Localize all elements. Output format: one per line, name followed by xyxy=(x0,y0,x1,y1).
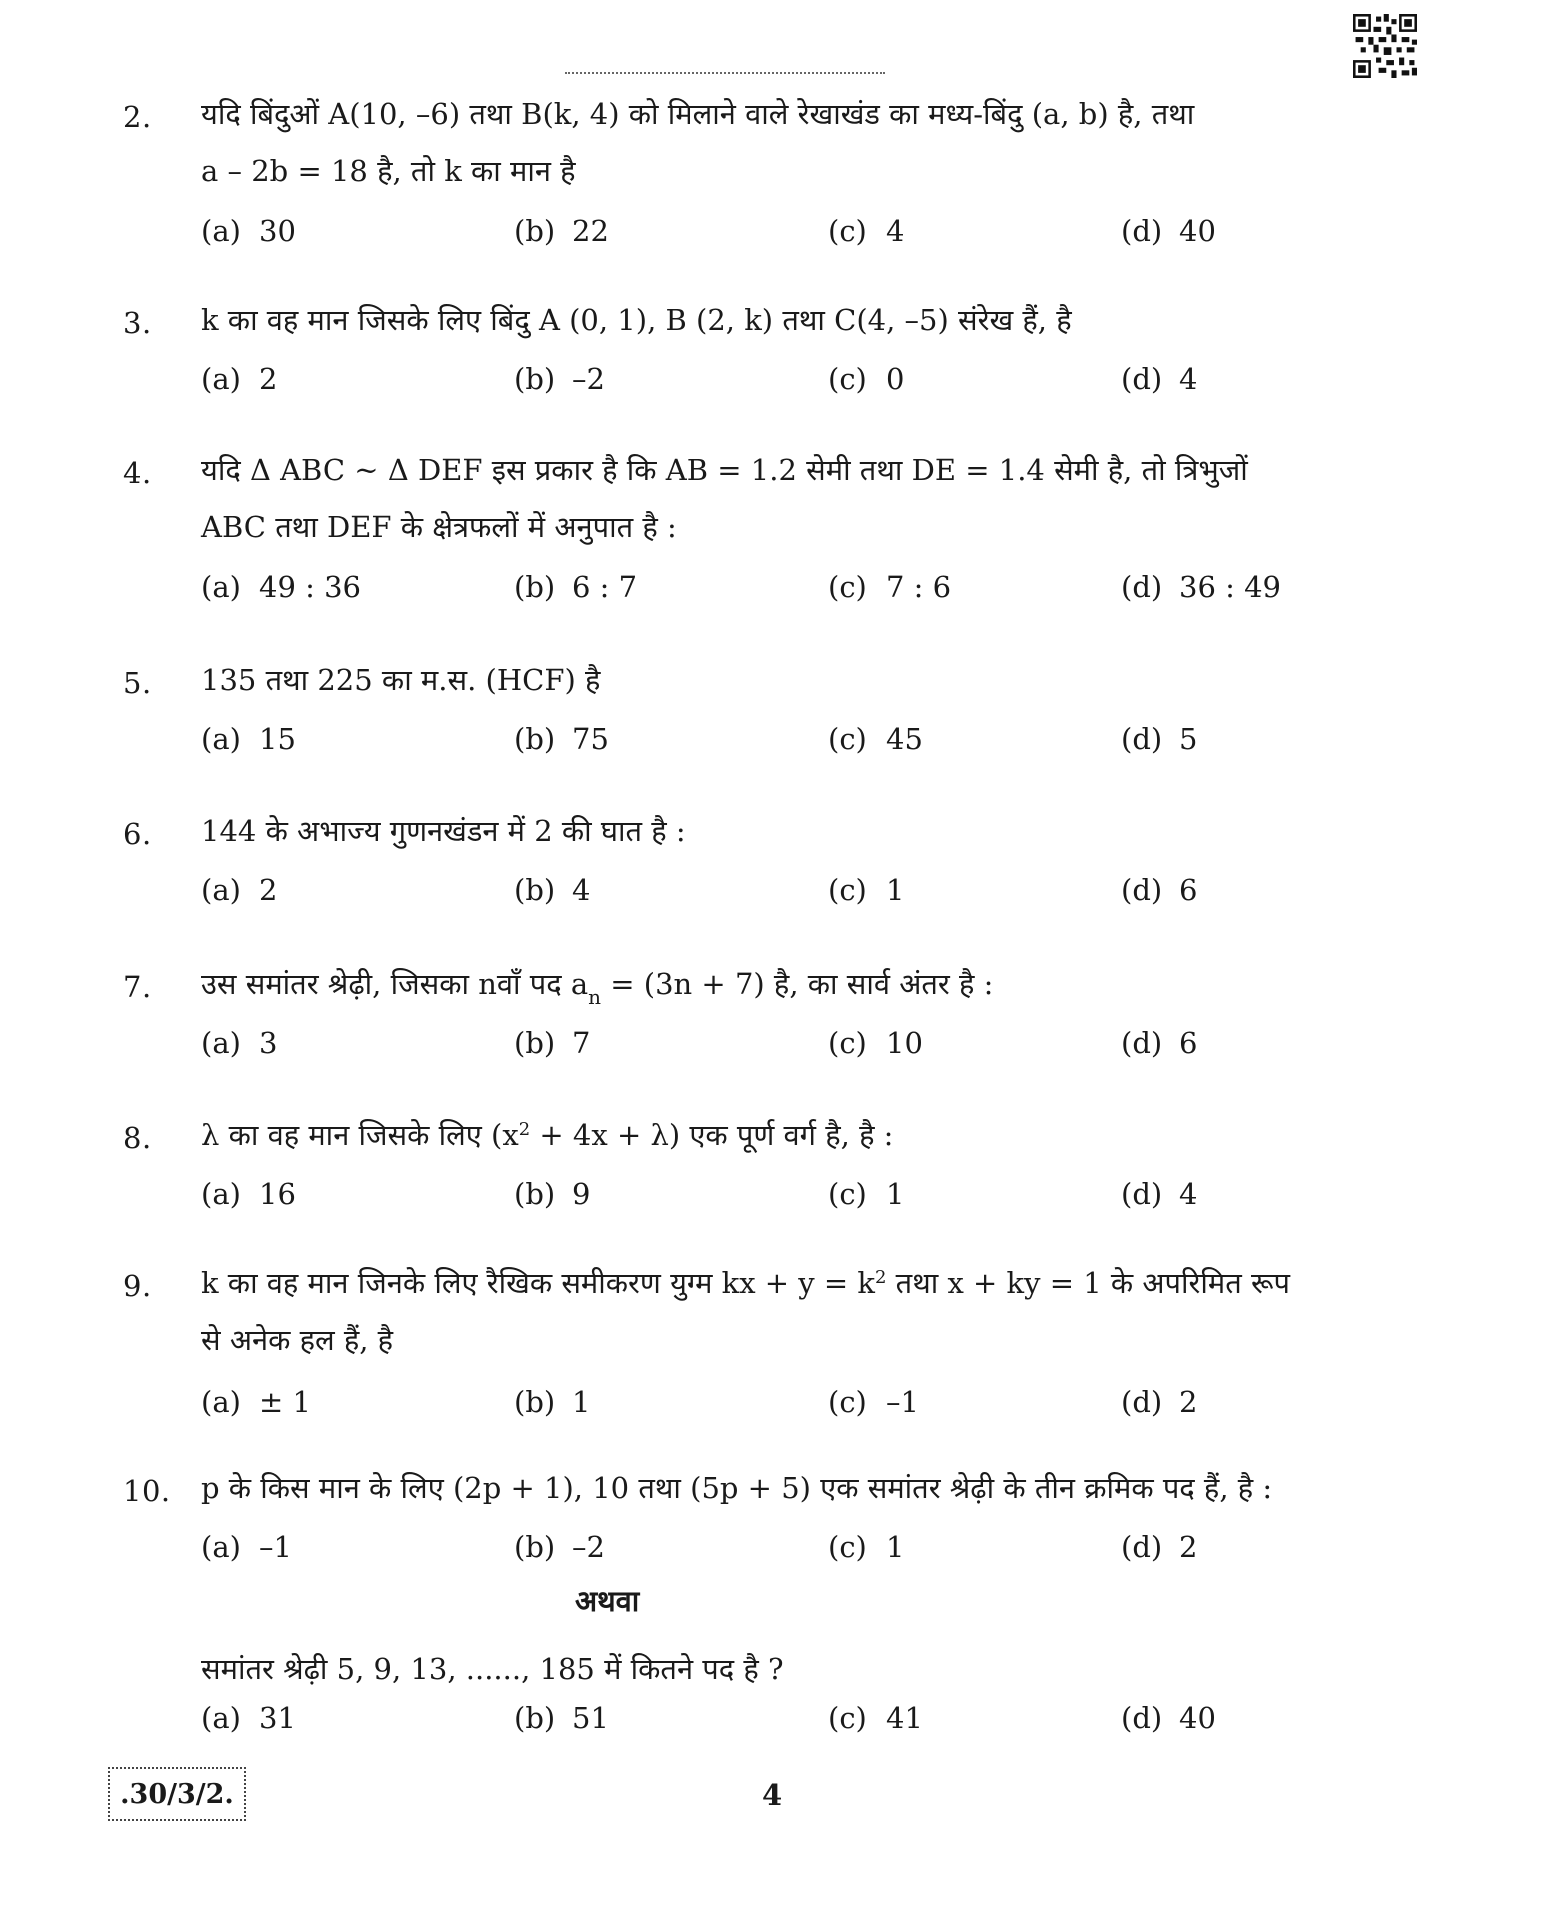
option-b: (b) 6 : 7 xyxy=(514,570,638,604)
options-row xyxy=(201,1701,1351,1741)
question-text xyxy=(201,442,1351,556)
option-b: (b) –2 xyxy=(514,1530,605,1564)
option-a: (a) 2 xyxy=(201,362,278,396)
option-b: (b) 9 xyxy=(514,1177,591,1211)
options-row xyxy=(201,1385,1351,1425)
option-a: (a) 2 xyxy=(201,873,278,907)
question-text xyxy=(201,1255,1351,1369)
question-number: 2. xyxy=(123,100,152,134)
option-d: (d) 4 xyxy=(1121,362,1198,396)
option-d: (d) 4 xyxy=(1121,1177,1198,1211)
question-text xyxy=(201,652,1351,709)
question-text-line: k का वह मान जिसके लिए बिंदु A (0, 1), B (2, k) तथा C(4, –5) संरेख हैं, है xyxy=(201,303,1072,337)
option-b: (b) –2 xyxy=(514,362,605,396)
question-text-line: समांतर श्रेढ़ी 5, 9, 13, ......, 185 में कितने पद है ? xyxy=(201,1652,784,1686)
question-text-line: 144 के अभाज्य गुणनखंडन में 2 की घात है : xyxy=(201,814,686,848)
question-number: 4. xyxy=(123,456,152,490)
question-text xyxy=(201,1107,1351,1164)
options-row xyxy=(201,362,1351,402)
option-b: (b) 1 xyxy=(514,1385,591,1419)
option-b: (b) 22 xyxy=(514,214,609,248)
option-c: (c) –1 xyxy=(828,1385,919,1419)
question-text xyxy=(201,292,1351,349)
option-c: (c) 0 xyxy=(828,362,905,396)
option-b: (b) 4 xyxy=(514,873,591,907)
option-d: (d) 5 xyxy=(1121,722,1198,756)
page-number: 4 xyxy=(762,1778,783,1812)
qr-code-icon xyxy=(1353,14,1417,78)
option-a: (a) 15 xyxy=(201,722,296,756)
option-d: (d) 2 xyxy=(1121,1530,1198,1564)
options-row xyxy=(201,214,1351,254)
option-c: (c) 1 xyxy=(828,1177,905,1211)
question-number: 9. xyxy=(123,1269,152,1303)
options-row xyxy=(201,722,1351,762)
question-text-line: उस समांतर श्रेढ़ी, जिसका nवाँ पद $a_n = (3n + 7)$ है, का सार्व अंतर है : xyxy=(201,967,994,1009)
option-b: (b) 51 xyxy=(514,1701,609,1735)
question-text xyxy=(201,1641,1351,1698)
question-text-line: a – 2b = 18 है, तो k का मान है xyxy=(201,154,576,188)
question-text-line: से अनेक हल हैं, है xyxy=(201,1323,394,1357)
option-d: (d) 6 xyxy=(1121,1026,1198,1060)
top-dotted-rule xyxy=(565,72,885,74)
option-b: (b) 75 xyxy=(514,722,609,756)
option-d: (d) 40 xyxy=(1121,214,1216,248)
question-text-line: यदि बिंदुओं A(10, –6) तथा B(k, 4) को मिलाने वाले रेखाखंड का मध्य-बिंदु (a, b) है, तथा xyxy=(201,97,1195,131)
question-text xyxy=(201,86,1351,200)
option-a: (a) 30 xyxy=(201,214,296,248)
option-d: (d) 6 xyxy=(1121,873,1198,907)
option-a: (a) 16 xyxy=(201,1177,296,1211)
options-row xyxy=(201,1026,1351,1066)
option-c: (c) 1 xyxy=(828,1530,905,1564)
question-number: 10. xyxy=(123,1474,171,1508)
paper-code: .30/3/2. xyxy=(108,1767,246,1821)
question-number: 5. xyxy=(123,666,152,700)
option-b: (b) 7 xyxy=(514,1026,591,1060)
options-row xyxy=(201,873,1351,913)
or-heading: अथवा xyxy=(575,1584,640,1618)
option-d: (d) 2 xyxy=(1121,1385,1198,1419)
option-c: (c) 41 xyxy=(828,1701,923,1735)
option-a: (a) 31 xyxy=(201,1701,296,1735)
options-row xyxy=(201,570,1351,610)
question-text xyxy=(201,956,1351,1013)
option-a: (a) –1 xyxy=(201,1530,292,1564)
option-c: (c) 4 xyxy=(828,214,905,248)
question-number: 6. xyxy=(123,817,152,851)
question-text-line: p के किस मान के लिए (2p + 1), 10 तथा (5p + 5) एक समांतर श्रेढ़ी के तीन क्रमिक पद हैं, है : xyxy=(201,1471,1273,1505)
question-text xyxy=(201,803,1351,860)
option-c: (c) 7 : 6 xyxy=(828,570,952,604)
option-a: (a) 49 : 36 xyxy=(201,570,362,604)
option-c: (c) 10 xyxy=(828,1026,923,1060)
option-c: (c) 45 xyxy=(828,722,923,756)
question-text-line: k का वह मान जिनके लिए रैखिक समीकरण युग्म kx + $y = k^2$ तथा x + ky = 1 के अपरिमित रूप xyxy=(201,1266,1291,1300)
option-a: (a) 3 xyxy=(201,1026,278,1060)
options-row xyxy=(201,1530,1351,1570)
option-d: (d) 40 xyxy=(1121,1701,1216,1735)
question-number: 7. xyxy=(123,970,152,1004)
option-a: (a) ± 1 xyxy=(201,1385,311,1419)
options-row xyxy=(201,1177,1351,1217)
question-text-line: ABC तथा DEF के क्षेत्रफलों में अनुपात है : xyxy=(201,510,677,544)
option-d: (d) 36 : 49 xyxy=(1121,570,1282,604)
question-text-line: 135 तथा 225 का म.स. (HCF) है xyxy=(201,663,601,697)
question-text-line: यदि Δ ABC ~ Δ DEF इस प्रकार है कि AB = 1.2 सेमी तथा DE = 1.4 सेमी है, तो त्रिभुजों xyxy=(201,453,1248,487)
question-text xyxy=(201,1460,1351,1517)
option-c: (c) 1 xyxy=(828,873,905,907)
question-text-line: λ का वह मान जिसके लिए $(x^2 + 4x + \lambda)$ एक पूर्ण वर्ग है, है : xyxy=(201,1118,894,1152)
question-number: 3. xyxy=(123,306,152,340)
question-number: 8. xyxy=(123,1121,152,1155)
